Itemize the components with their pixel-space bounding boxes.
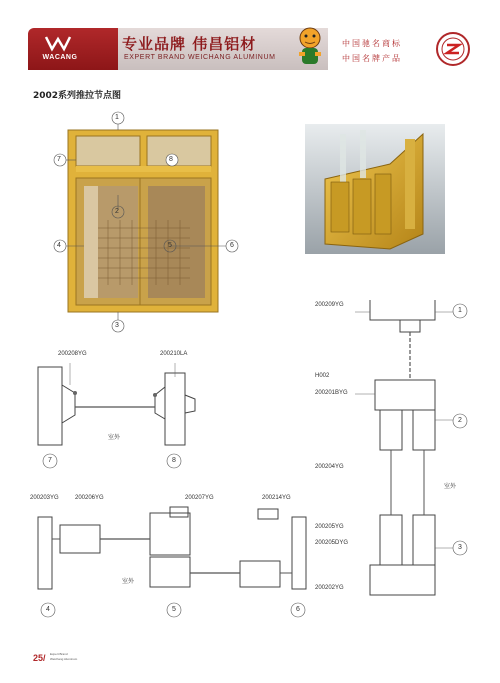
callout-7: 7	[57, 156, 61, 163]
code-200206yg: 200206YG	[75, 495, 104, 501]
callout-2: 2	[115, 208, 119, 215]
section-detail-7-8	[30, 355, 220, 465]
tiger-mascot-icon	[290, 24, 330, 70]
code-200202yg: 200202YG	[315, 585, 344, 591]
section-detail-4-5-6	[30, 495, 310, 605]
code-200214yg: 200214YG	[262, 495, 291, 501]
vertical-section-detail	[355, 290, 455, 620]
code-200203yg: 200203YG	[30, 495, 59, 501]
marker-7: 7	[48, 457, 52, 464]
marker-6: 6	[296, 606, 300, 613]
marker-4: 4	[46, 606, 50, 613]
marker-3: 3	[458, 544, 462, 551]
marker-5: 5	[172, 606, 176, 613]
cert-line-1: 中国驰名商标	[342, 39, 402, 48]
code-200208yg: 200208YG	[58, 351, 87, 357]
marker-1: 1	[458, 307, 462, 314]
certification-seal-icon	[435, 31, 471, 67]
slogan-chinese: 专业品牌 伟昌铝材	[122, 35, 257, 53]
footer-brand-line-1: Expert Brand	[50, 652, 68, 656]
page-number: 25/	[33, 653, 46, 663]
code-200201byg: 200201BYG	[315, 390, 348, 396]
slogan-english: EXPERT BRAND WEICHANG ALUMINUM	[124, 54, 276, 61]
callout-5: 5	[168, 242, 172, 249]
code-h002: H002	[315, 373, 330, 379]
outside-label-right: 室外	[444, 483, 457, 490]
callout-8: 8	[169, 156, 173, 163]
wacang-logo-icon	[44, 33, 72, 53]
page-title: 2002系列推拉节点图	[33, 91, 122, 101]
code-200210la: 200210LA	[160, 351, 188, 357]
code-200205dyg: 200205DYG	[315, 540, 349, 546]
outside-label-upper: 室外	[108, 434, 121, 441]
callout-4: 4	[57, 242, 61, 249]
marker-2: 2	[458, 417, 462, 424]
logo-text: WACANG	[42, 54, 78, 61]
outside-label-lower: 室外	[122, 578, 135, 585]
callout-3: 3	[115, 322, 119, 329]
footer-brand-line-2: Weichang Aluminum	[50, 657, 78, 661]
window-elevation-diagram	[40, 110, 240, 335]
marker-8: 8	[172, 457, 176, 464]
code-200209yg: 200209YG	[315, 302, 344, 308]
callout-6: 6	[230, 242, 234, 249]
code-200204yg: 200204YG	[315, 464, 344, 470]
callout-1: 1	[115, 114, 119, 121]
code-200205yg: 200205YG	[315, 524, 344, 530]
profile-section-photo	[305, 124, 445, 254]
cert-line-2: 中国名牌产品	[342, 54, 402, 63]
code-200207yg: 200207YG	[185, 495, 214, 501]
